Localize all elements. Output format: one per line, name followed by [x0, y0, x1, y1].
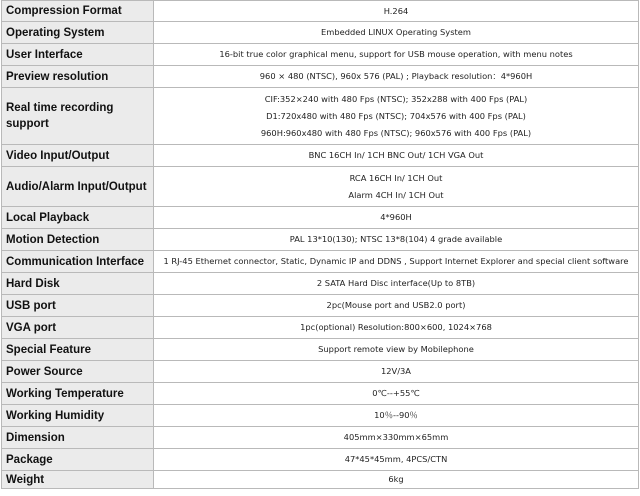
spec-table: [1, 0, 639, 489]
spec-value: [154, 145, 639, 167]
spec-label: Motion Detection: [2, 229, 154, 251]
spec-label: User Interface: [2, 44, 154, 66]
spec-row: [2, 449, 639, 471]
spec-value: [154, 383, 639, 405]
spec-label: USB port: [2, 295, 154, 317]
spec-row: [2, 44, 639, 66]
spec-value-line: RCA 16CH In/ 1CH Out: [349, 172, 443, 183]
spec-value: [154, 427, 639, 449]
spec-label: Audio/Alarm Input/Output: [2, 167, 154, 207]
spec-label: Real time recording support: [2, 88, 154, 145]
spec-value-line: 0℃--+55℃: [372, 388, 420, 398]
spec-row: [2, 471, 639, 489]
spec-row: [2, 1, 639, 22]
spec-value-line: D1:720x480 with 480 Fps (NTSC); 704x576 with 400 Fps (PAL): [266, 110, 526, 121]
spec-value-line: CIF:352×240 with 480 Fps (NTSC); 352x288 with 400 Fps (PAL): [264, 93, 528, 104]
spec-value: [154, 295, 639, 317]
spec-label: Weight: [2, 471, 154, 489]
spec-value-line: 960H:960x480 with 480 Fps (NTSC); 960x576 with 400 Fps (PAL): [260, 127, 532, 138]
spec-label: Compression Format: [2, 1, 154, 22]
spec-value: [154, 207, 639, 229]
spec-label: Preview resolution: [2, 66, 154, 88]
spec-row: [2, 251, 639, 273]
spec-value-line: 6kg: [388, 474, 404, 484]
spec-value: [154, 361, 639, 383]
spec-value: [154, 317, 639, 339]
spec-row: [2, 405, 639, 427]
spec-value-line: BNC 16CH In/ 1CH BNC Out/ 1CH VGA Out: [308, 150, 484, 160]
spec-row: [2, 145, 639, 167]
spec-label: Hard Disk: [2, 273, 154, 295]
spec-label: VGA port: [2, 317, 154, 339]
spec-value-line: 4*960H: [380, 212, 412, 222]
spec-value: [154, 449, 639, 471]
spec-value-line: 1 RJ-45 Ethernet connector, Static, Dynamic IP and DDNS , Support Internet Explorer and special client software: [163, 256, 629, 266]
spec-label: Dimension: [2, 427, 154, 449]
spec-label: Local Playback: [2, 207, 154, 229]
spec-value: [154, 167, 639, 207]
spec-row: [2, 317, 639, 339]
spec-value: [154, 273, 639, 295]
spec-label: Communication Interface: [2, 251, 154, 273]
spec-value: [154, 22, 639, 44]
spec-row: [2, 207, 639, 229]
spec-row: [2, 22, 639, 44]
spec-label: Power Source: [2, 361, 154, 383]
spec-value: [154, 471, 639, 489]
spec-value: [154, 44, 639, 66]
spec-value: [154, 229, 639, 251]
spec-value: [154, 339, 639, 361]
spec-label: Working Temperature: [2, 383, 154, 405]
spec-value-line: 10％--90％: [374, 410, 418, 420]
spec-row: [2, 273, 639, 295]
spec-row: [2, 229, 639, 251]
spec-value-line: H.264: [383, 5, 409, 16]
spec-label: Video Input/Output: [2, 145, 154, 167]
spec-row: [2, 167, 639, 207]
spec-row: [2, 427, 639, 449]
spec-table-body: [2, 1, 639, 489]
spec-value-line: Alarm 4CH In/ 1CH Out: [348, 189, 444, 200]
spec-value-line: 960 × 480 (NTSC), 960x 576 (PAL) ; Playback resolution：4*960H: [259, 71, 533, 81]
spec-row: [2, 339, 639, 361]
spec-value-line: 16-bit true color graphical menu, support for USB mouse operation, with menu notes: [219, 49, 573, 59]
spec-value-line: 12V/3A: [381, 366, 411, 376]
spec-row: [2, 295, 639, 317]
spec-value: [154, 251, 639, 273]
spec-value-line: 2 SATA Hard Disc interface(Up to 8TB): [316, 278, 476, 288]
spec-value-line: 405mm×330mm×65mm: [343, 432, 449, 442]
spec-value-line: 47*45*45mm, 4PCS/CTN: [344, 454, 448, 464]
spec-value-line: Support remote view by Mobilephone: [318, 344, 474, 354]
spec-value-line: Embedded LINUX Operating System: [321, 27, 471, 37]
spec-value-line: 2pc(Mouse port and USB2.0 port): [326, 300, 466, 310]
spec-label: Special Feature: [2, 339, 154, 361]
spec-value: [154, 88, 639, 145]
spec-value: [154, 1, 639, 22]
spec-label: Operating System: [2, 22, 154, 44]
spec-value: [154, 66, 639, 88]
spec-value: [154, 405, 639, 427]
spec-label: Package: [2, 449, 154, 471]
spec-row: [2, 66, 639, 88]
spec-row: [2, 361, 639, 383]
spec-row: [2, 88, 639, 145]
spec-value-line: PAL 13*10(130); NTSC 13*8(104) 4 grade available: [289, 234, 503, 244]
spec-value-line: 1pc(optional) Resolution:800×600, 1024×768: [300, 322, 492, 332]
spec-label: Working Humidity: [2, 405, 154, 427]
spec-row: [2, 383, 639, 405]
